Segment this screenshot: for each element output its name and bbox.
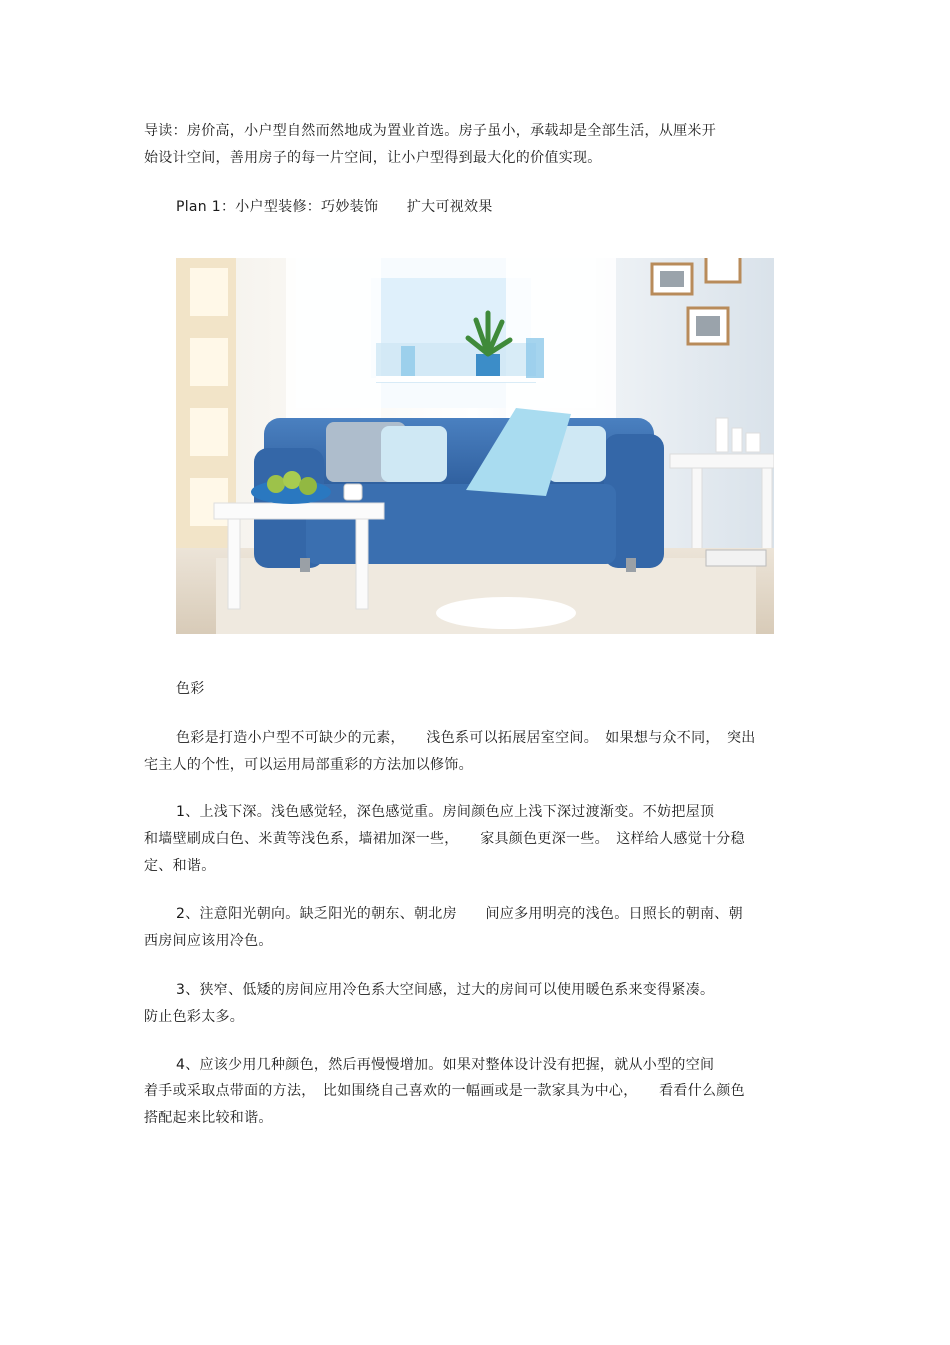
paragraph-line: 西房间应该用冷色。 (144, 933, 273, 949)
paragraph-line: 4、应该少用几种颜色，然后再慢慢增加。如果对整体设计没有把握，就从小型的空间 (176, 1057, 715, 1073)
paragraph-line: 2、注意阳光朝向。缺乏阳光的朝东、朝北房 间应多用明亮的浅色。日照长的朝南、朝 (176, 906, 743, 922)
intro-line-1: 导读：房价高，小户型自然而然地成为置业首选。房子虽小，承载却是全部生活，从厘米开 (144, 123, 716, 139)
paragraph-line: 1、上浅下深。浅色感觉轻，深色感觉重。房间颜色应上浅下深过渡渐变。不妨把屋顶 (176, 804, 715, 820)
living-room-illustration (176, 258, 774, 634)
paragraph-line: 防止色彩太多。 (144, 1009, 245, 1025)
paragraph-line: 色彩是打造小户型不可缺少的元素， 浅色系可以拓展居室空间。 如果想与众不同， 突出 (176, 730, 756, 746)
paragraph-line: 3、狭窄、低矮的房间应用冷色系大空间感，过大的房间可以使用暖色系来变得紧凑。 (176, 982, 715, 998)
living-room-photo (176, 258, 774, 634)
paragraph-line: 搭配起来比较和谐。 (144, 1110, 273, 1126)
section-title: 色彩 (176, 681, 205, 697)
intro-line-2: 始设计空间，善用房子的每一片空间，让小户型得到最大化的价值实现。 (144, 150, 602, 166)
paragraph-line: 宅主人的个性，可以运用局部重彩的方法加以修饰。 (144, 757, 473, 773)
paragraph-line: 和墙壁刷成白色、米黄等浅色系，墙裙加深一些， 家具颜色更深一些。 这样给人感觉十分稳 (144, 831, 745, 847)
paragraph-line: 着手或采取点带面的方法， 比如围绕自己喜欢的一幅画或是一款家具为中心， 看看什么颜色 (144, 1083, 745, 1099)
paragraph-line: 定、和谐。 (144, 858, 216, 874)
plan-heading: Plan 1：小户型装修：巧妙装饰 扩大可视效果 (176, 199, 493, 215)
